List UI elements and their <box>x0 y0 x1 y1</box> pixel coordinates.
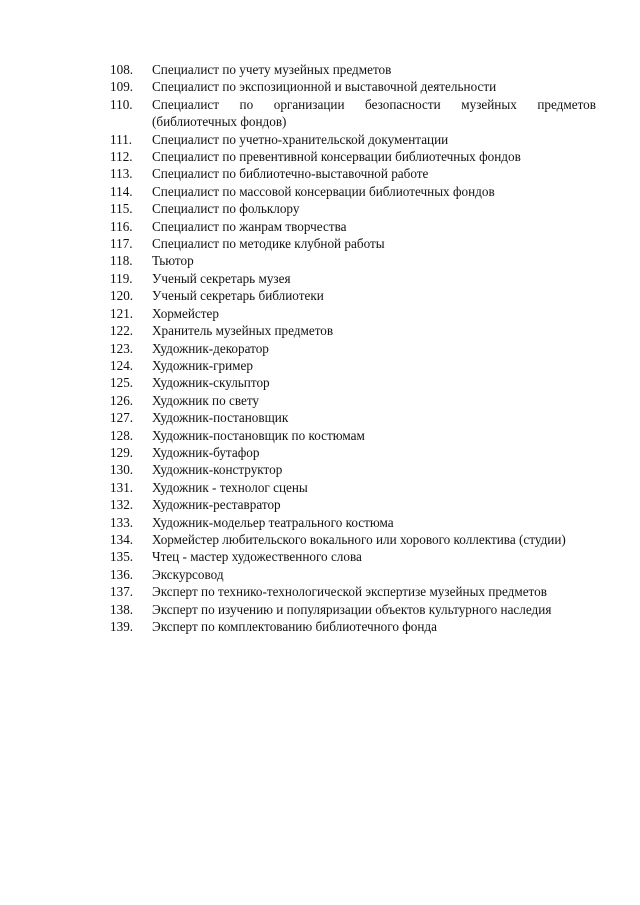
profession-list <box>110 61 596 635</box>
item-number: 139. <box>110 619 134 634</box>
item-text: Экскурсовод <box>152 566 224 582</box>
item-text: Художник-реставратор <box>152 497 281 513</box>
item-number: 138. <box>110 601 134 617</box>
list-item <box>110 305 596 322</box>
item-text: Художник-декоратор <box>152 340 269 356</box>
item-number: 119. <box>110 270 133 286</box>
item-number: 137. <box>110 584 134 600</box>
item-number: 108. <box>110 62 134 77</box>
item-text: Художник-конструктор <box>152 462 283 478</box>
item-text: Ученый секретарь музея <box>152 270 291 286</box>
list-item <box>110 479 596 496</box>
item-text: Специалист по учету музейных предметов <box>152 62 392 77</box>
item-text: Чтец - мастер художественного слова <box>152 549 362 565</box>
item-text: Ученый секретарь библиотеки <box>152 288 324 304</box>
item-text: Художник-постановщик <box>152 410 289 426</box>
list-item <box>110 235 596 252</box>
list-item <box>110 548 596 565</box>
list-item <box>110 148 596 165</box>
item-number: 121. <box>110 305 134 321</box>
item-text: Хранитель музейных предметов <box>152 323 334 339</box>
item-text: Хормейстер любительского вокального или хорового коллектива (студии) <box>152 531 566 547</box>
item-number: 110. <box>110 96 133 112</box>
item-text: Эксперт по изучению и популяризации объектов культурного наследия <box>152 601 552 617</box>
item-number: 135. <box>110 549 134 565</box>
item-number: 130. <box>110 462 134 478</box>
list-item <box>110 131 596 148</box>
list-item <box>110 252 596 269</box>
list-item <box>110 618 596 635</box>
item-number: 124. <box>110 357 134 373</box>
item-number: 112. <box>110 149 133 165</box>
list-item <box>110 427 596 444</box>
item-text: Эксперт по технико-технологической экспертизе музейных предметов <box>152 584 547 600</box>
item-number: 136. <box>110 566 134 582</box>
item-number: 118. <box>110 253 133 269</box>
list-item <box>110 200 596 217</box>
item-number: 113. <box>110 166 133 182</box>
list-item <box>110 409 596 426</box>
list-item <box>110 165 596 182</box>
list-item <box>110 566 596 583</box>
item-number: 111. <box>110 131 133 147</box>
item-text: Специалист по жанрам творчества <box>152 218 347 234</box>
item-number: 123. <box>110 340 134 356</box>
list-item <box>110 357 596 374</box>
item-number: 126. <box>110 392 134 408</box>
list-item <box>110 183 596 200</box>
item-text: Специалист по превентивной консервации библиотечных фондов <box>152 149 521 165</box>
item-text: Специалист по методике клубной работы <box>152 236 385 252</box>
list-item <box>110 496 596 513</box>
list-item <box>110 287 596 304</box>
item-text: Специалист по библиотечно-выставочной работе <box>152 166 429 182</box>
list-item <box>110 583 596 600</box>
item-text: Хормейстер <box>152 305 219 321</box>
item-number: 128. <box>110 427 134 443</box>
list-item <box>110 322 596 339</box>
list-item <box>110 340 596 357</box>
item-text: Тьютор <box>152 253 194 269</box>
item-number: 125. <box>110 375 134 391</box>
item-text: Специалист по экспозиционной и выставочной деятельности <box>152 79 497 95</box>
list-item <box>110 444 596 461</box>
item-text: Художник-гример <box>152 357 253 373</box>
item-text: Художник-постановщик по костюмам <box>152 427 365 443</box>
list-item <box>110 61 596 78</box>
item-text: Специалист по фольклору <box>152 201 300 217</box>
list-item <box>110 270 596 287</box>
item-number: 133. <box>110 514 134 530</box>
item-number: 122. <box>110 323 134 339</box>
list-item <box>110 374 596 391</box>
item-number: 109. <box>110 79 134 95</box>
item-number: 116. <box>110 218 133 234</box>
item-text: Художник по свету <box>152 392 260 408</box>
list-item <box>110 514 596 531</box>
item-text: Художник-модельер театрального костюма <box>152 514 394 530</box>
item-text: Специалист по организации безопасности музейных предметов (библиотечных фондов) <box>152 96 596 130</box>
list-item <box>110 218 596 235</box>
list-item <box>110 78 596 95</box>
list-item <box>110 392 596 409</box>
item-number: 132. <box>110 497 134 513</box>
item-number: 114. <box>110 183 133 199</box>
item-number: 131. <box>110 479 134 495</box>
item-number: 120. <box>110 288 134 304</box>
item-text: Эксперт по комплектованию библиотечного фонда <box>152 619 437 634</box>
item-number: 127. <box>110 410 134 426</box>
item-text: Художник-скульптор <box>152 375 270 391</box>
item-text: Художник - технолог сцены <box>152 479 308 495</box>
item-number: 134. <box>110 531 134 547</box>
list-item <box>110 531 596 548</box>
item-number: 117. <box>110 236 133 252</box>
item-number: 129. <box>110 444 134 460</box>
item-text: Художник-бутафор <box>152 444 260 460</box>
item-text: Специалист по массовой консервации библиотечных фондов <box>152 183 495 199</box>
list-item <box>110 601 596 618</box>
item-text: Специалист по учетно-хранительской документации <box>152 131 449 147</box>
list-item <box>110 96 596 131</box>
list-item <box>110 461 596 478</box>
item-number: 115. <box>110 201 133 217</box>
